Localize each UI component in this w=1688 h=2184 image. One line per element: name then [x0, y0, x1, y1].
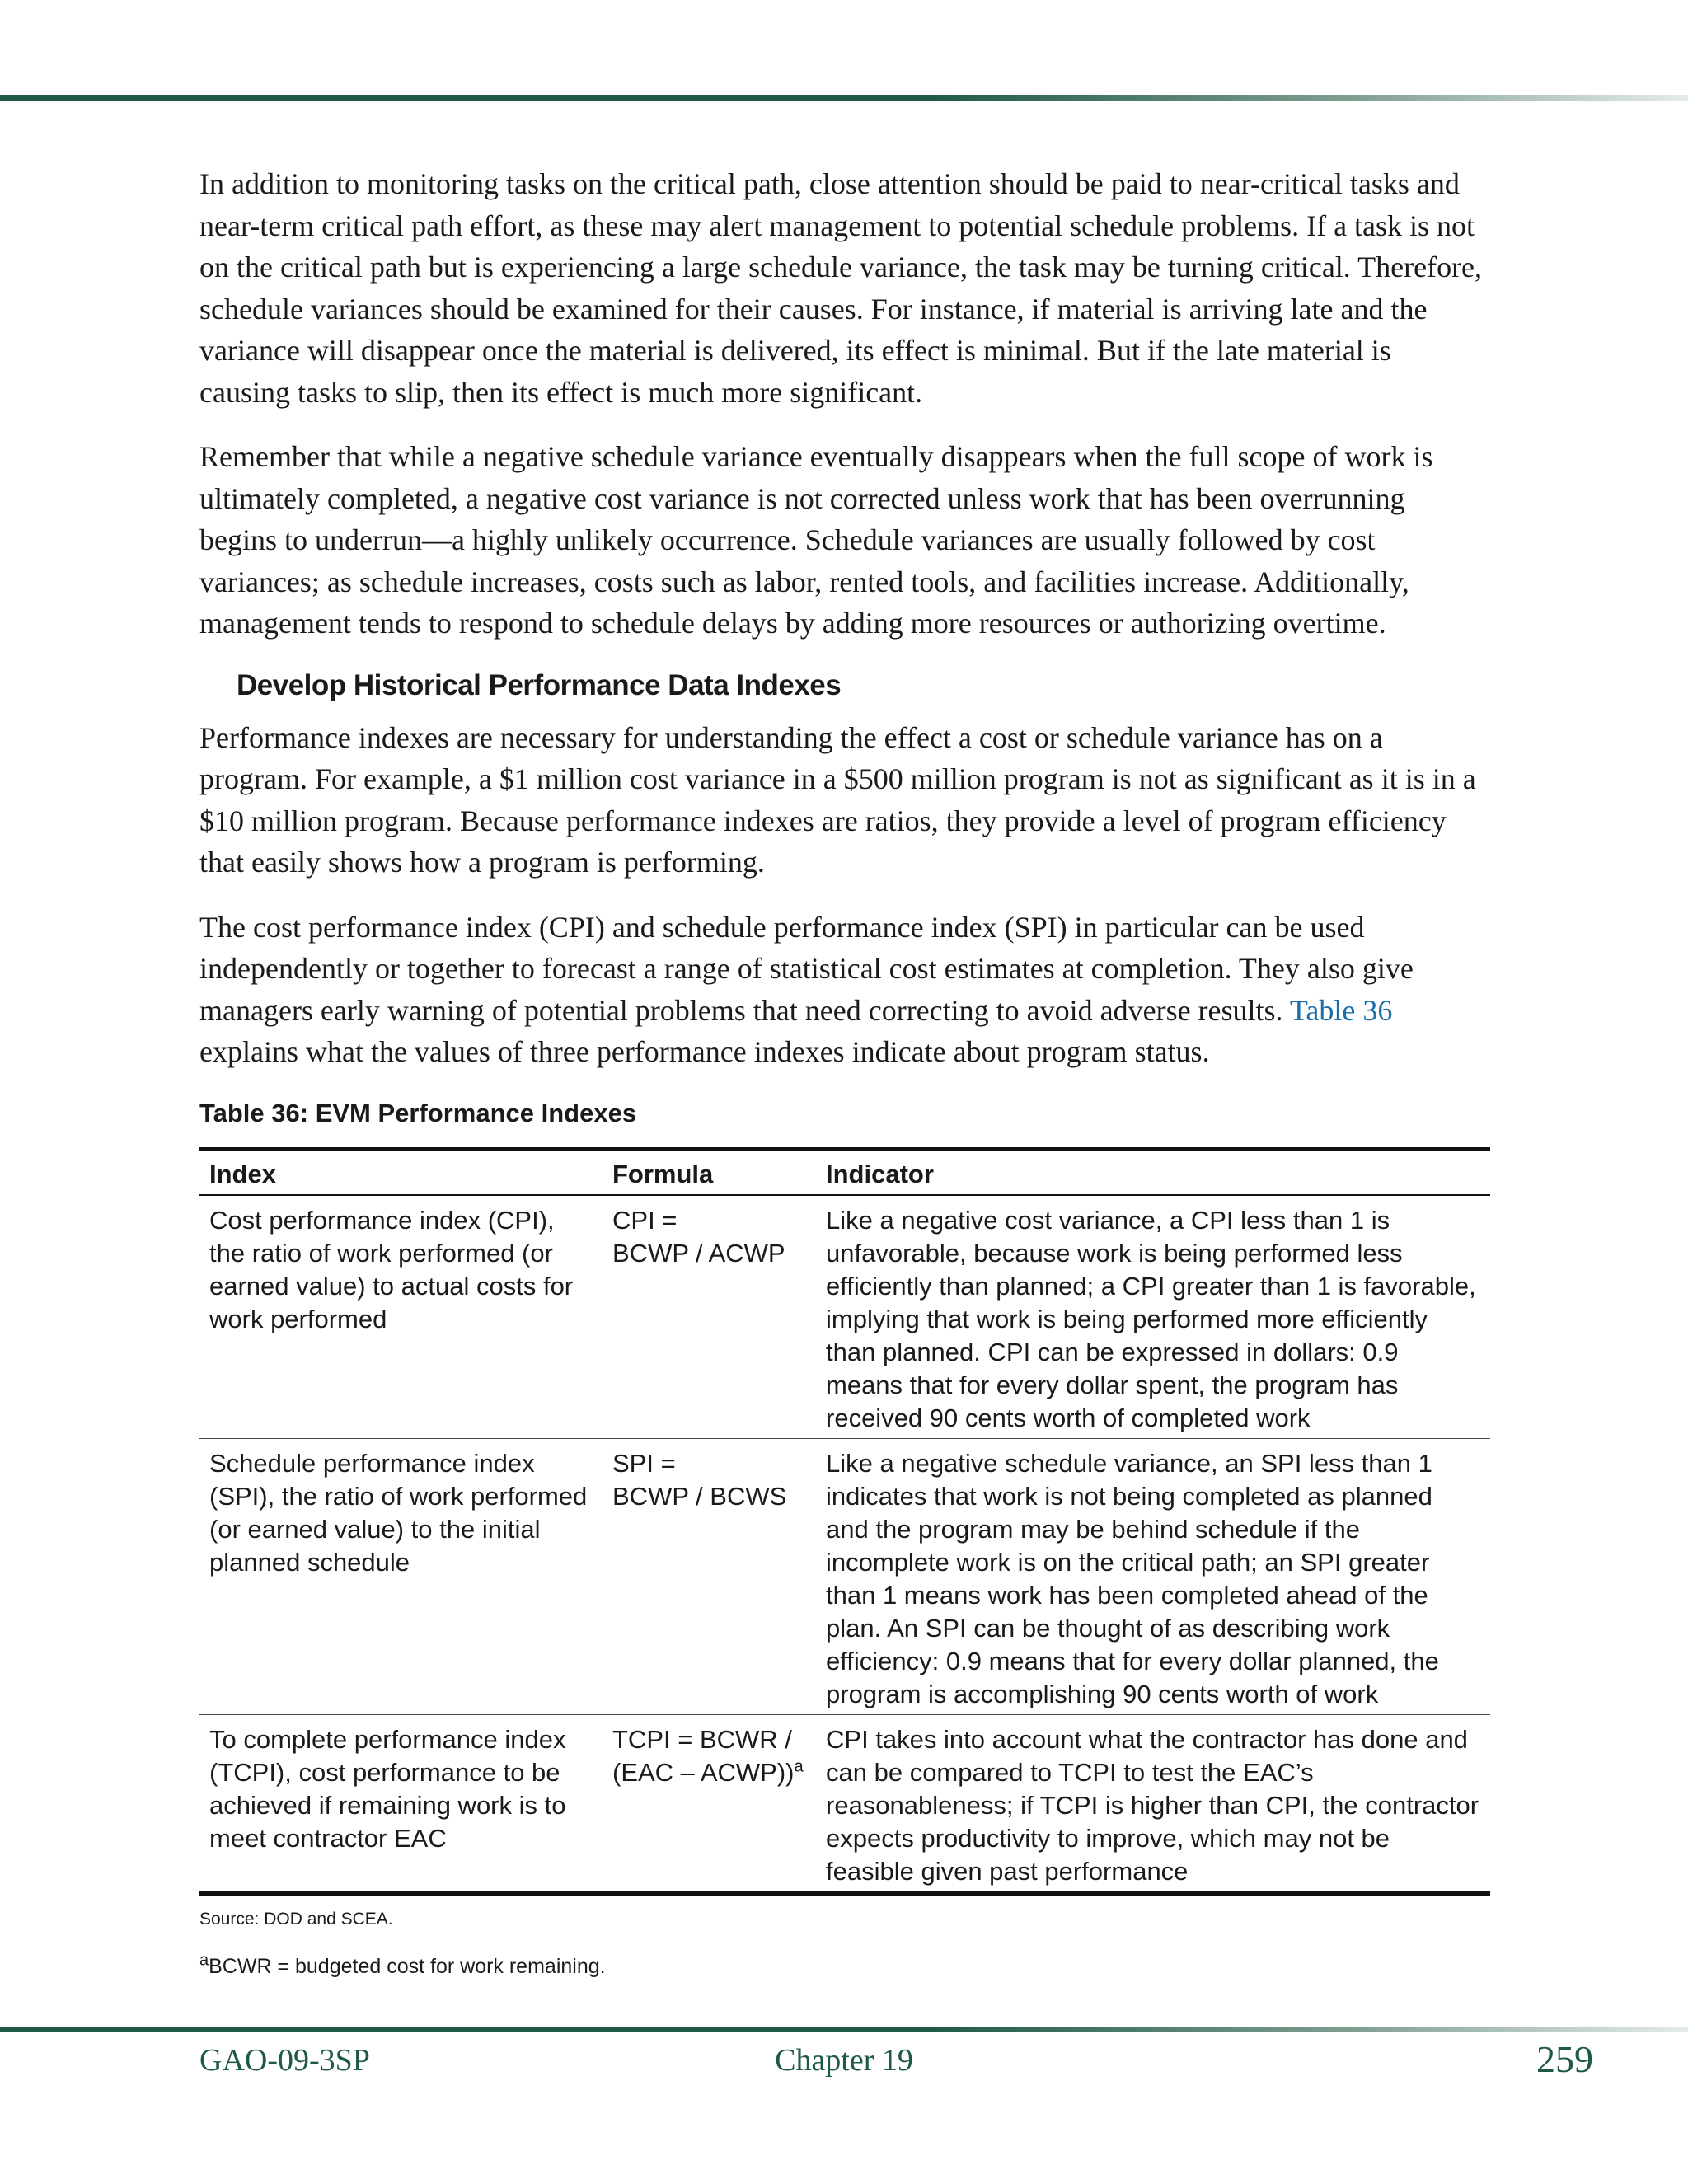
- cell-formula: [603, 1438, 816, 1714]
- paragraph-cpi-spi-start: The cost performance index (CPI) and schedule performance index (SPI) in particular can be used independently or together to forecast a range of statistical cost estimates at completion. They also give managers early warning of potential problems that need correcting to avoid adverse results.: [199, 910, 1414, 1027]
- formula-line: BCWP / ACWP: [612, 1238, 785, 1268]
- paragraph-performance-indexes: Performance indexes are necessary for understanding the effect a cost or schedule variance has on a program. For example, a $1 million cost variance in a $500 million program is not as significant as it is in a $10 million program. Because performance indexes are ratios, they provide a level of program efficiency that easily shows how a program is performing.: [199, 720, 1476, 879]
- header-formula: Formula: [603, 1149, 816, 1195]
- footnote-text: BCWR = budgeted cost for work remaining.: [209, 1954, 606, 1978]
- header-index: Index: [199, 1149, 603, 1195]
- cell-index: To complete performance index (TCPI), cost performance to be achieved if remaining work is to meet contractor EAC: [209, 1724, 566, 1853]
- cell-index: Schedule performance index (SPI), the ratio of work performed (or earned value) to the initial planned schedule: [199, 1438, 603, 1714]
- cell-indicator: CPI takes into account what the contractor has done and can be compared to TCPI to test the EAC’s reasonableness; if TCPI is higher than CPI, the contractor expects productivity to improve, which may not be feasible given past performance: [826, 1724, 1479, 1886]
- table-row: [199, 1438, 1490, 1714]
- cell-formula: [603, 1195, 816, 1439]
- footer-chapter: Chapter 19: [775, 2043, 913, 2078]
- footer-doc-id: GAO-09-3SP: [199, 2043, 370, 2078]
- cell-index: Cost performance index (CPI), the ratio of work performed (or earned value) to actual costs for work performed: [199, 1195, 603, 1439]
- formula-line: CPI =: [612, 1205, 678, 1235]
- table-source: Source: DOD and SCEA.: [199, 1909, 393, 1929]
- formula-line: (EAC – ACWP)): [612, 1757, 795, 1787]
- formula-line: BCWP / BCWS: [612, 1481, 787, 1511]
- cell-formula: [603, 1714, 816, 1893]
- paragraph-schedule-variance: Remember that while a negative schedule variance eventually disappears when the full scope of work is ultimately completed, a negative cost variance is not corrected unless work that has been overrunning begins to underrun—a highly unlikely occurrence. Schedule variances are usually followed by cost variances; as schedule increases, costs such as labor, rented tools, and facilities increase. Additionally, management tends to respond to schedule delays by adding more resources or authorizing overtime.: [199, 440, 1433, 640]
- footnote-marker: a: [794, 1757, 804, 1776]
- table-title: Table 36: EVM Performance Indexes: [199, 1098, 637, 1127]
- formula-line: SPI =: [612, 1448, 676, 1478]
- table-36-link[interactable]: Table 36: [1289, 993, 1393, 1027]
- paragraph-cpi-spi-end: explains what the values of three performance indexes indicate about program status.: [199, 1035, 1210, 1068]
- header-indicator: Indicator: [816, 1149, 1490, 1195]
- evm-indexes-table: [199, 1147, 1490, 1896]
- table-row: [199, 1195, 1490, 1439]
- table-header-row: [199, 1149, 1490, 1195]
- table-footnote: [199, 1953, 1485, 1980]
- top-rule: [0, 95, 1688, 101]
- footer-page-number: 259: [1536, 2038, 1593, 2080]
- section-heading: Develop Historical Performance Data Indexes: [237, 668, 842, 701]
- bottom-rule: [0, 2027, 1688, 2032]
- footnote-mark: a: [199, 1951, 209, 1970]
- paragraph-critical-path: In addition to monitoring tasks on the critical path, close attention should be paid to near-critical tasks and near-term critical path effort, as these may alert management to potential schedule problems. If a task is not on the critical path but is experiencing a large schedule variance, the task may be turning critical. Therefore, schedule variances should be examined for their causes. For instance, if material is arriving late and the variance will disappear once the material is delivered, its effect is minimal. But if the late material is causing tasks to slip, then its effect is much more significant.: [199, 167, 1483, 409]
- page-content: [199, 163, 1485, 1980]
- table-row: [199, 1714, 1490, 1893]
- formula-line: TCPI = BCWR /: [612, 1724, 792, 1754]
- paragraph-cpi-spi: [199, 907, 1485, 1073]
- cell-indicator: Like a negative schedule variance, an SPI less than 1 indicates that work is not being completed as planned and the program may be behind schedule if the incomplete work is on the critical path; an SPI greater than 1 means work has been completed ahead of the plan. An SPI can be thought of as describing work efficiency: 0.9 means that for every dollar planned, the program is accomplishing 90 cents worth of work: [816, 1438, 1490, 1714]
- cell-indicator: Like a negative cost variance, a CPI less than 1 is unfavorable, because work is being performed less efficiently than planned; a CPI greater than 1 is favorable, implying that work is being performed more efficiently than planned. CPI can be expressed in dollars: 0.9 means that for every dollar spent, the program has received 90 cents worth of completed work: [816, 1195, 1490, 1439]
